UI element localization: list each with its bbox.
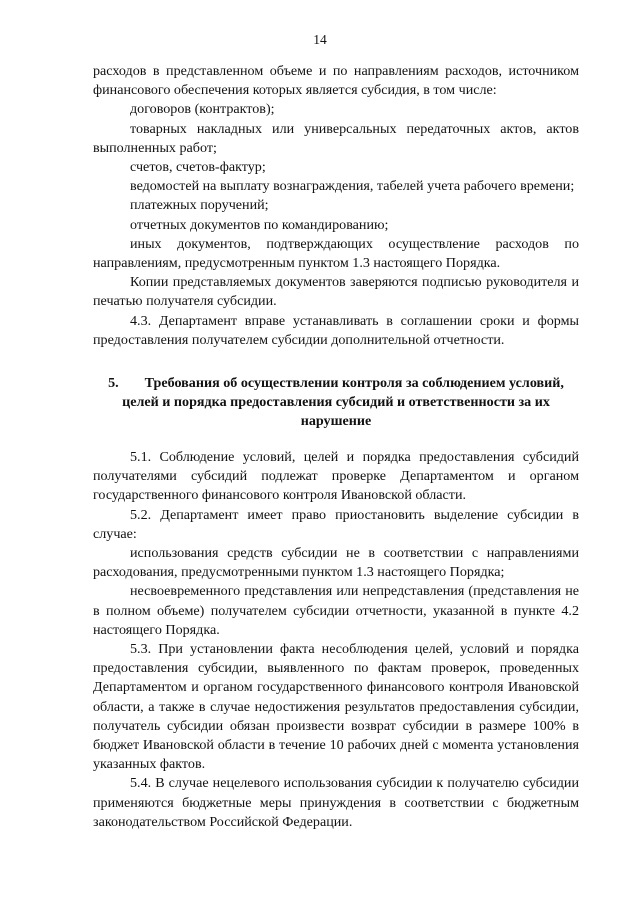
page-number: 14 — [313, 32, 327, 47]
section-heading — [93, 374, 579, 432]
paragraph-5-2: 5.2. Департамент имеет право приостановить выделение субсидии в случае: — [93, 506, 579, 542]
paragraph-5-1: 5.1. Соблюдение условий, целей и порядка предоставления субсидий получателями субсидий подлежат проверке Департаментом и органом государственного финансового контроля Ивановской области. — [93, 449, 579, 504]
section-number: 5. — [108, 375, 119, 391]
paragraph-block-control — [93, 448, 579, 832]
section-title: Требования об осуществлении контроля за соблюдением условий, целей и порядка предоставления субсидий и ответственности за их нарушение — [122, 375, 564, 430]
list-item-waybills: товарных накладных или универсальных передаточных актов, актов выполненных работ; — [93, 120, 579, 156]
paragraph-block-documents — [93, 62, 579, 350]
list-item-misuse: использования средств субсидии не в соответствии с направлениями расходования, предусмотренными пунктом 1.3 настоящего Порядка; — [93, 545, 579, 581]
list-item-late-reporting: несвоевременного представления или непредставления (представления не в полном объеме) получателем субсидии отчетности, указанной в пункте 4.2 настоящего Порядка. — [93, 583, 579, 638]
list-item-other-documents: иных документов, подтверждающих осуществление расходов по направлениям, предусмотренным пунктом 1.3 настоящего Порядка. — [93, 235, 579, 272]
list-item-payroll: ведомостей на выплату вознаграждения, табелей учета рабочего времени; — [130, 178, 575, 195]
list-item-invoices: счетов, счетов-фактур; — [130, 159, 266, 176]
paragraph-expenses-intro: расходов в представленном объеме и по направлениям расходов, источником финансового обеспечения которых является субсидия, в том числе: — [93, 63, 579, 99]
list-item-travel-reports: отчетных документов по командированию; — [130, 216, 389, 233]
list-item-contracts: договоров (контрактов); — [130, 101, 275, 118]
paragraph-5-4: 5.4. В случае нецелевого использования субсидии к получателю субсидии применяются бюджетные меры принуждения в соответствии с бюджетным законодательством Российской Федерации. — [93, 775, 579, 830]
paragraph-copies-certified: Копии представляемых документов заверяются подписью руководителя и печатью получателя субсидии. — [93, 274, 579, 310]
paragraph-5-3: 5.3. При установлении факта несоблюдения целей, условий и порядка предоставления субсидии, выявленного по фактам проверок, проведенных Департаментом и органом государственного финансового контроля Ивановской области, а также в случае недостижения результатов предоставления субсидии, получатель субсидии обязан произвести возврат субсидии в размере 100% в бюджет Ивановской области в течение 10 рабочих дней с момента установления указанных фактов. — [93, 641, 579, 773]
list-item-payment-orders: платежных поручений; — [130, 197, 269, 214]
paragraph-4-3: 4.3. Департамент вправе устанавливать в соглашении сроки и формы предоставления получателем субсидии дополнительной отчетности. — [93, 312, 579, 348]
